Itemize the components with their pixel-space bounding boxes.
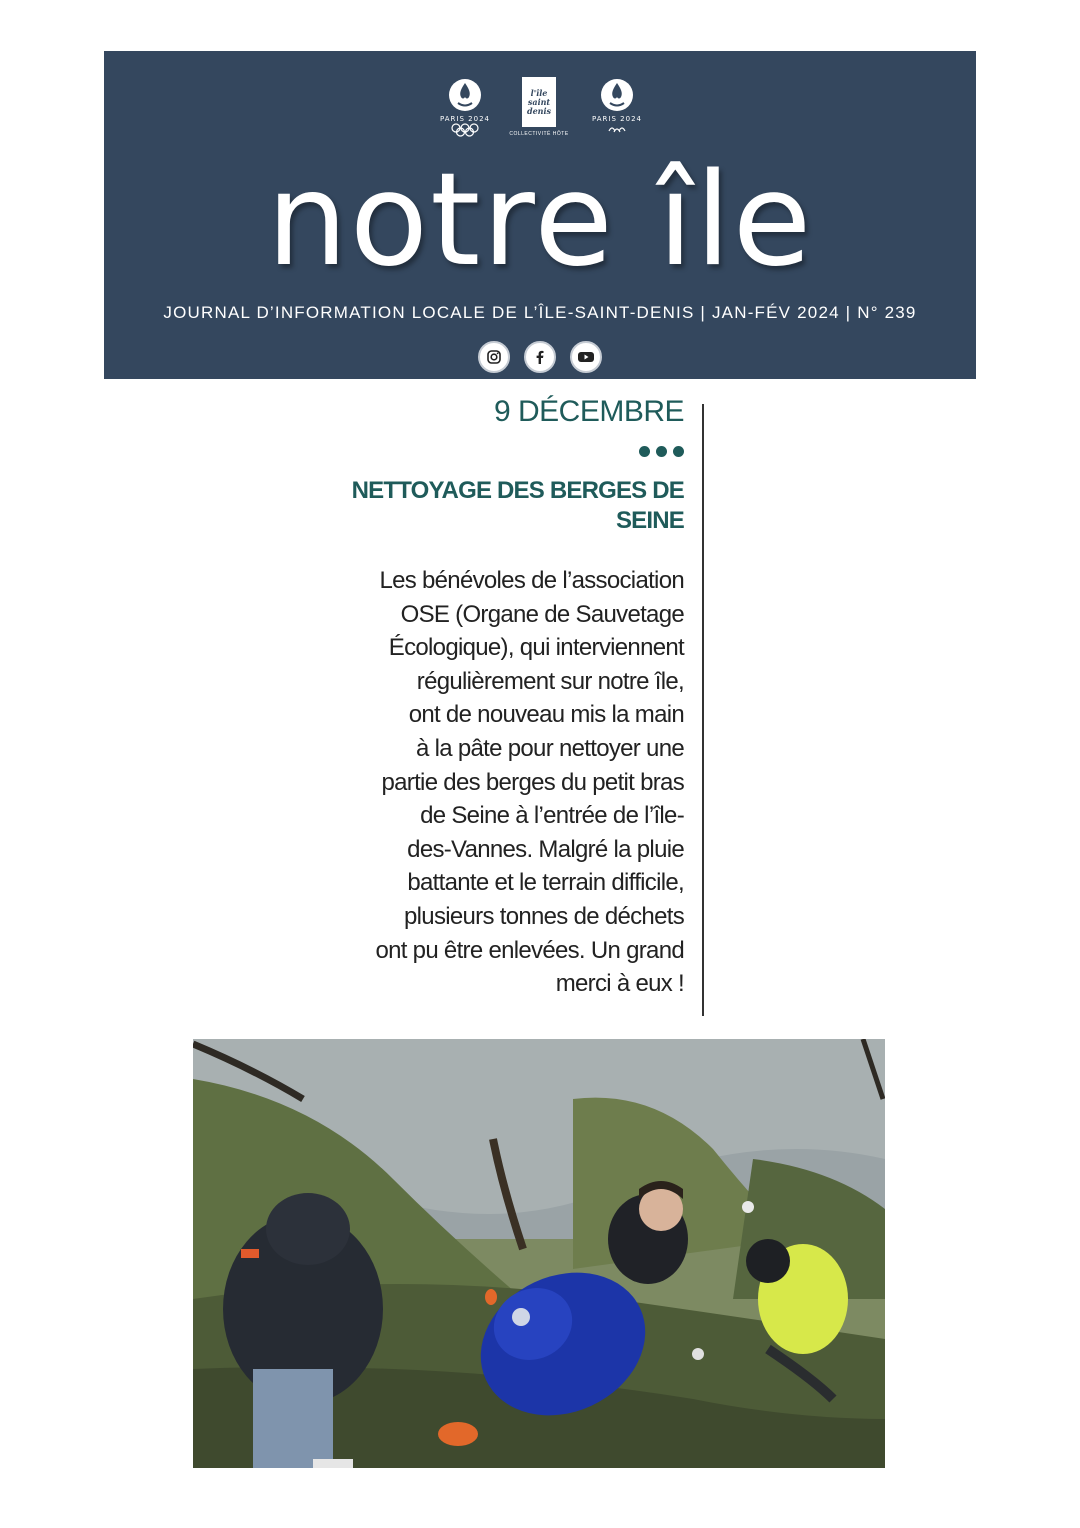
instagram-icon: [486, 349, 502, 365]
riverbank-cleanup-photo: [193, 1039, 885, 1468]
youtube-link[interactable]: [570, 341, 602, 373]
instagram-link[interactable]: [478, 341, 510, 373]
publication-title: notre île: [266, 146, 814, 295]
city-logo-box: l'île saint denis: [522, 77, 556, 127]
masthead-banner: [104, 51, 976, 379]
ellipsis-decoration: [340, 446, 684, 460]
article-date: 9 DÉCEMBRE: [493, 395, 684, 428]
partner-logos: [104, 77, 976, 141]
article-headline: NETTOYAGE DES BERGES DE SEINE: [351, 477, 684, 534]
article-photo: [193, 1039, 885, 1468]
paris-2024-olympic-logo: [432, 77, 498, 137]
paralympic-label: PARIS 2024: [592, 115, 642, 123]
facebook-icon: [532, 349, 548, 365]
olympic-label: PARIS 2024: [440, 115, 490, 123]
article: [340, 392, 684, 1001]
city-label: COLLECTIVITÉ HÔTE: [509, 131, 569, 137]
olympic-rings-icon: [450, 123, 480, 137]
olympic-flame-icon: [447, 77, 483, 113]
dot: [656, 446, 667, 457]
dot: [639, 446, 650, 457]
dot: [673, 446, 684, 457]
agitos-icon: [607, 123, 627, 135]
paralympic-flame-icon: [599, 77, 635, 113]
column-rule: [702, 404, 704, 1016]
paris-2024-paralympic-logo: [584, 77, 650, 135]
publication-tagline: JOURNAL D’INFORMATION LOCALE DE L’ÎLE-SAINT-DENIS | JAN-FÉV 2024 | N° 239: [163, 303, 917, 322]
article-body: Les bénévoles de l’association OSE (Organe de Sauvetage Écologique), qui interviennent régulièrement sur notre île, ont de nouveau mis la main à la pâte pour nettoyer une partie des berges du petit bras de Seine à l’entrée de l’île- des-Vannes. Malgré la pluie battante et le terrain difficile, plusieurs tonnes de déchets ont pu être enlevées. Un grand merci à eux !: [375, 567, 684, 998]
youtube-icon: [577, 349, 595, 365]
ile-saint-denis-logo: [509, 77, 569, 137]
social-links: [478, 341, 602, 375]
facebook-link[interactable]: [524, 341, 556, 373]
